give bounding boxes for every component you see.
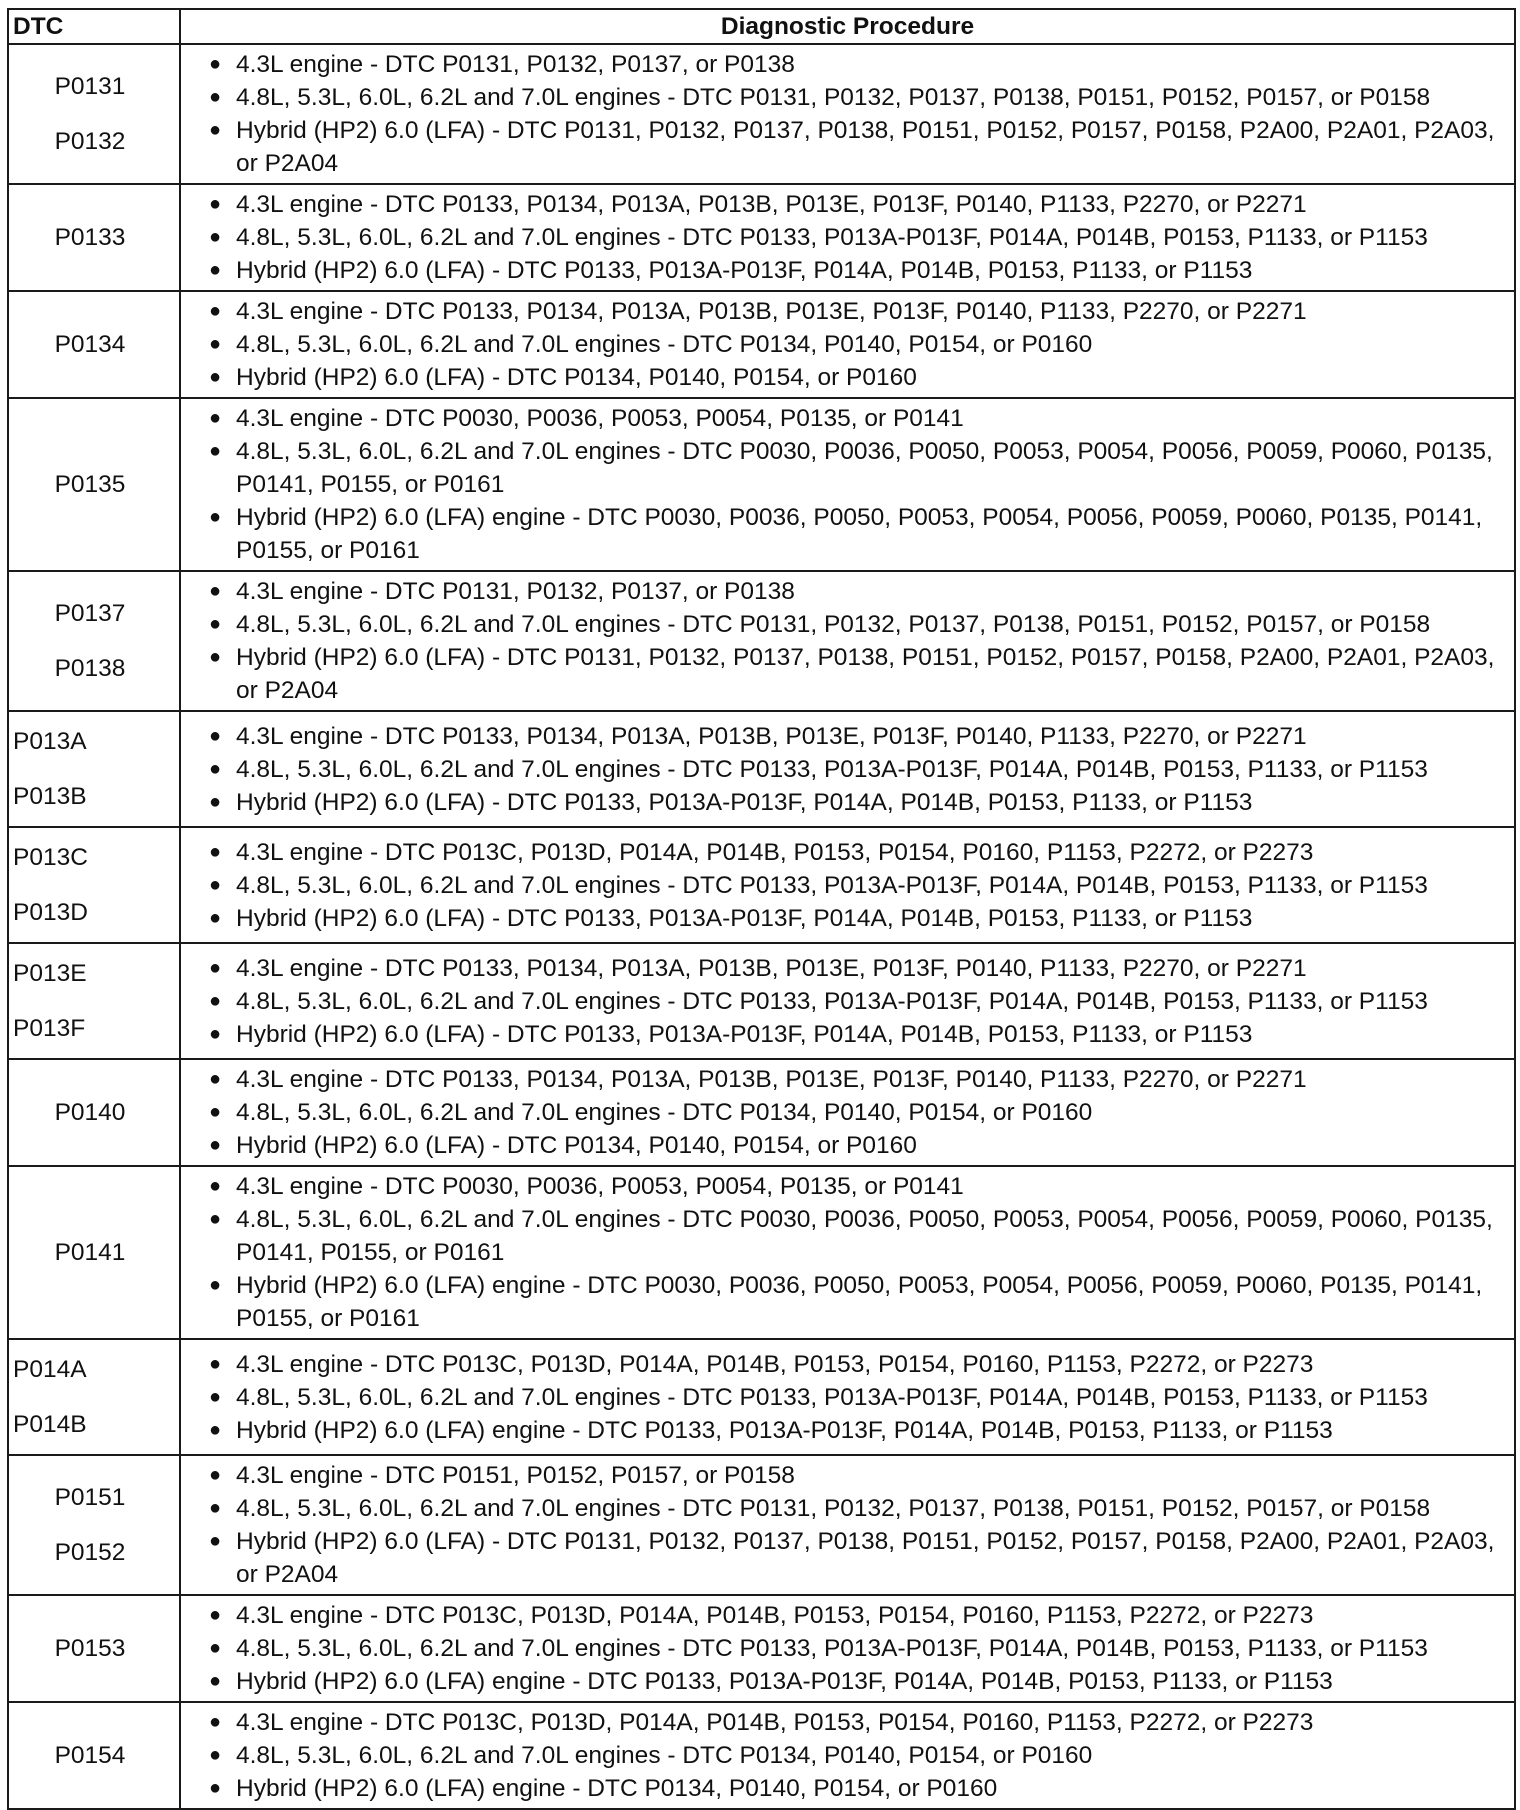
bullet-icon: ● — [208, 1670, 222, 1692]
procedure-text: Hybrid (HP2) 6.0 (LFA) - DTC P0131, P0132, P0137, P0138, P0151, P0152, P0157, P0158, P2A00, P2A01, P2A03, or P2A04 — [236, 1528, 1495, 1588]
dtc-code: P0133 — [54, 224, 126, 251]
dtc-cell — [8, 571, 180, 711]
procedure-text: 4.3L engine - DTC P0133, P0134, P013A, P013B, P013E, P013F, P0140, P1133, P2270, or P2271 — [236, 954, 1307, 982]
table-row — [8, 184, 1515, 291]
dtc-code: P0151 — [54, 1484, 126, 1511]
procedure-text: 4.3L engine - DTC P0133, P0134, P013A, P013B, P013E, P013F, P0140, P1133, P2270, or P2271 — [236, 191, 1307, 218]
procedure-list — [181, 1706, 1506, 1805]
bullet-icon: ● — [208, 506, 222, 528]
bullet-icon: ● — [208, 1274, 222, 1296]
list-item — [181, 48, 1506, 81]
table-row — [8, 1702, 1515, 1809]
dtc-code: P013C — [13, 844, 88, 871]
procedure-text: 4.8L, 5.3L, 6.0L, 6.2L and 7.0L engines - DTC P0133, P013A-P013F, P014A, P014B, P0153, P1133, or P1153 — [236, 987, 1428, 1015]
table-row — [8, 1059, 1515, 1166]
procedure-text: 4.3L engine - DTC P013C, P013D, P014A, P014B, P0153, P0154, P0160, P1153, P2272, or P2273 — [236, 1709, 1314, 1736]
bullet-icon: ● — [208, 1208, 222, 1230]
list-item — [181, 221, 1506, 254]
list-item — [181, 1170, 1506, 1203]
bullet-icon: ● — [208, 86, 222, 108]
dtc-code: P013D — [13, 899, 88, 926]
list-item — [181, 869, 1506, 902]
bullet-icon: ● — [208, 989, 222, 1012]
bullet-icon: ● — [208, 956, 222, 979]
table-row — [8, 827, 1515, 943]
list-item — [181, 902, 1506, 935]
list-item — [181, 402, 1506, 435]
procedure-text: Hybrid (HP2) 6.0 (LFA) - DTC P0134, P0140, P0154, or P0160 — [236, 364, 917, 391]
procedure-text: 4.3L engine - DTC P0151, P0152, P0157, or P0158 — [236, 1462, 795, 1489]
procedure-list — [181, 952, 1506, 1051]
procedure-list — [181, 402, 1506, 567]
bullet-icon: ● — [208, 333, 222, 355]
list-item — [181, 786, 1506, 819]
dtc-cell — [8, 1455, 180, 1595]
list-item — [181, 1096, 1506, 1129]
dtc-code: P0134 — [54, 331, 126, 358]
list-item — [181, 81, 1506, 114]
bullet-icon: ● — [208, 193, 222, 215]
table-row — [8, 571, 1515, 711]
bullet-icon: ● — [208, 1464, 222, 1486]
list-item — [181, 1772, 1506, 1805]
dtc-cell — [8, 1702, 180, 1809]
procedure-cell — [180, 943, 1515, 1059]
procedure-list — [181, 48, 1506, 180]
list-item — [181, 501, 1506, 567]
list-item — [181, 575, 1506, 608]
procedure-text: 4.8L, 5.3L, 6.0L, 6.2L and 7.0L engines - DTC P0133, P013A-P013F, P014A, P014B, P0153, P1133, or P1153 — [236, 755, 1428, 783]
header-dtc: DTC — [8, 9, 180, 44]
list-item — [181, 1063, 1506, 1096]
procedure-list — [181, 1170, 1506, 1335]
procedure-text: 4.3L engine - DTC P0133, P0134, P013A, P013B, P013E, P013F, P0140, P1133, P2270, or P2271 — [236, 1066, 1307, 1093]
bullet-icon: ● — [208, 906, 222, 929]
dtc-cell — [8, 291, 180, 398]
bullet-icon: ● — [208, 259, 222, 281]
procedure-text: 4.8L, 5.3L, 6.0L, 6.2L and 7.0L engines - DTC P0030, P0036, P0050, P0053, P0054, P0056, P0059, P0060, P0135, P0141, P0155, or P0161 — [236, 438, 1493, 498]
bullet-icon: ● — [208, 1022, 222, 1045]
procedure-cell — [180, 711, 1515, 827]
procedure-list — [181, 720, 1506, 819]
list-item — [181, 1129, 1506, 1162]
bullet-icon: ● — [208, 1134, 222, 1156]
procedure-text: Hybrid (HP2) 6.0 (LFA) - DTC P0133, P013A-P013F, P014A, P014B, P0153, P1133, or P1153 — [236, 257, 1253, 284]
procedure-list — [181, 295, 1506, 394]
bullet-icon: ● — [208, 1352, 222, 1375]
bullet-icon: ● — [208, 1068, 222, 1090]
table-header-row — [8, 9, 1515, 44]
dtc-code: P0137 — [54, 600, 126, 627]
bullet-icon: ● — [208, 613, 222, 635]
table-row — [8, 711, 1515, 827]
procedure-text: Hybrid (HP2) 6.0 (LFA) engine - DTC P0030, P0036, P0050, P0053, P0054, P0056, P0059, P0060, P0135, P0141, P0155, or P0161 — [236, 504, 1483, 564]
table-row — [8, 1166, 1515, 1339]
procedure-text: 4.8L, 5.3L, 6.0L, 6.2L and 7.0L engines - DTC P0131, P0132, P0137, P0138, P0151, P0152, P0157, or P0158 — [236, 1495, 1431, 1522]
bullet-icon: ● — [208, 53, 222, 75]
bullet-icon: ● — [208, 790, 222, 813]
table-body — [8, 44, 1515, 1809]
bullet-icon: ● — [208, 119, 222, 141]
procedure-text: Hybrid (HP2) 6.0 (LFA) engine - DTC P0133, P013A-P013F, P014A, P014B, P0153, P1133, or P1153 — [236, 1668, 1333, 1695]
procedure-cell — [180, 1455, 1515, 1595]
dtc-cell — [8, 1059, 180, 1166]
procedure-text: 4.3L engine - DTC P0131, P0132, P0137, or P0138 — [236, 51, 795, 78]
bullet-icon: ● — [208, 873, 222, 896]
dtc-code: P014B — [13, 1411, 87, 1438]
procedure-text: 4.3L engine - DTC P0133, P0134, P013A, P013B, P013E, P013F, P0140, P1133, P2270, or P2271 — [236, 298, 1307, 325]
list-item — [181, 1706, 1506, 1739]
dtc-code: P0132 — [54, 128, 126, 155]
bullet-icon: ● — [208, 1497, 222, 1519]
table-row — [8, 1595, 1515, 1702]
procedure-text: Hybrid (HP2) 6.0 (LFA) engine - DTC P0133, P013A-P013F, P014A, P014B, P0153, P1133, or P1153 — [236, 1416, 1333, 1444]
list-item — [181, 1492, 1506, 1525]
bullet-icon: ● — [208, 407, 222, 429]
bullet-icon: ● — [208, 1418, 222, 1441]
procedure-cell — [180, 184, 1515, 291]
bullet-icon: ● — [208, 580, 222, 602]
dtc-cell — [8, 1339, 180, 1455]
procedure-text: 4.8L, 5.3L, 6.0L, 6.2L and 7.0L engines - DTC P0134, P0140, P0154, or P0160 — [236, 1099, 1093, 1126]
procedure-text: 4.3L engine - DTC P013C, P013D, P014A, P014B, P0153, P0154, P0160, P1153, P2272, or P2273 — [236, 838, 1314, 866]
dtc-code: P013A — [13, 728, 87, 755]
procedure-text: 4.8L, 5.3L, 6.0L, 6.2L and 7.0L engines - DTC P0131, P0132, P0137, P0138, P0151, P0152, P0157, or P0158 — [236, 84, 1431, 111]
list-item — [181, 952, 1506, 985]
bullet-icon: ● — [208, 440, 222, 462]
procedure-text: Hybrid (HP2) 6.0 (LFA) - DTC P0131, P0132, P0137, P0138, P0151, P0152, P0157, P0158, P2A00, P2A01, P2A03, or P2A04 — [236, 117, 1495, 177]
bullet-icon: ● — [208, 1777, 222, 1799]
list-item — [181, 1269, 1506, 1335]
list-item — [181, 1525, 1506, 1591]
procedure-text: 4.8L, 5.3L, 6.0L, 6.2L and 7.0L engines - DTC P0131, P0132, P0137, P0138, P0151, P0152, P0157, or P0158 — [236, 611, 1431, 638]
list-item — [181, 1381, 1506, 1414]
dtc-code: P0135 — [54, 471, 126, 498]
procedure-text: 4.8L, 5.3L, 6.0L, 6.2L and 7.0L engines - DTC P0133, P013A-P013F, P014A, P014B, P0153, P1133, or P1153 — [236, 1383, 1428, 1411]
dtc-code: P013F — [13, 1015, 86, 1042]
dtc-code: P0152 — [54, 1539, 126, 1566]
table-row — [8, 943, 1515, 1059]
dtc-cell — [8, 184, 180, 291]
list-item — [181, 114, 1506, 180]
procedure-text: 4.3L engine - DTC P013C, P013D, P014A, P014B, P0153, P0154, P0160, P1153, P2272, or P2273 — [236, 1350, 1314, 1378]
header-diagnostic-procedure: Diagnostic Procedure — [180, 9, 1515, 44]
bullet-icon: ● — [208, 1711, 222, 1733]
bullet-icon: ● — [208, 1530, 222, 1552]
procedure-text: 4.8L, 5.3L, 6.0L, 6.2L and 7.0L engines - DTC P0134, P0140, P0154, or P0160 — [236, 1742, 1093, 1769]
procedure-cell — [180, 291, 1515, 398]
dtc-cell — [8, 44, 180, 184]
procedure-text: 4.8L, 5.3L, 6.0L, 6.2L and 7.0L engines - DTC P0133, P013A-P013F, P014A, P014B, P0153, P1133, or P1153 — [236, 1635, 1428, 1662]
procedure-text: 4.3L engine - DTC P0030, P0036, P0053, P0054, P0135, or P0141 — [236, 1173, 964, 1200]
bullet-icon: ● — [208, 300, 222, 322]
dtc-cell — [8, 711, 180, 827]
list-item — [181, 836, 1506, 869]
procedure-text: 4.3L engine - DTC P0131, P0132, P0137, or P0138 — [236, 578, 795, 605]
list-item — [181, 1018, 1506, 1051]
procedure-list — [181, 1063, 1506, 1162]
procedure-text: Hybrid (HP2) 6.0 (LFA) - DTC P0133, P013A-P013F, P014A, P014B, P0153, P1133, or P1153 — [236, 1020, 1253, 1048]
table-row — [8, 291, 1515, 398]
bullet-icon: ● — [208, 1637, 222, 1659]
procedure-text: Hybrid (HP2) 6.0 (LFA) engine - DTC P0030, P0036, P0050, P0053, P0054, P0056, P0059, P0060, P0135, P0141, P0155, or P0161 — [236, 1272, 1483, 1332]
procedure-text: 4.8L, 5.3L, 6.0L, 6.2L and 7.0L engines - DTC P0133, P013A-P013F, P014A, P014B, P0153, P1133, or P1153 — [236, 871, 1428, 899]
procedure-cell — [180, 1595, 1515, 1702]
dtc-cell — [8, 398, 180, 571]
list-item — [181, 1414, 1506, 1447]
list-item — [181, 1599, 1506, 1632]
dtc-code: P014A — [13, 1356, 87, 1383]
procedure-cell — [180, 827, 1515, 943]
procedure-text: 4.8L, 5.3L, 6.0L, 6.2L and 7.0L engines - DTC P0030, P0036, P0050, P0053, P0054, P0056, P0059, P0060, P0135, P0141, P0155, or P0161 — [236, 1206, 1493, 1266]
list-item — [181, 1665, 1506, 1698]
bullet-icon: ● — [208, 646, 222, 668]
bullet-icon: ● — [208, 1175, 222, 1197]
bullet-icon: ● — [208, 1744, 222, 1766]
bullet-icon: ● — [208, 757, 222, 780]
bullet-icon: ● — [208, 366, 222, 388]
dtc-cell — [8, 1166, 180, 1339]
list-item — [181, 753, 1506, 786]
dtc-code: P0154 — [54, 1742, 126, 1769]
list-item — [181, 720, 1506, 753]
table-row — [8, 1339, 1515, 1455]
procedure-cell — [180, 398, 1515, 571]
procedure-cell — [180, 1166, 1515, 1339]
dtc-code: P0141 — [54, 1239, 126, 1266]
bullet-icon: ● — [208, 840, 222, 863]
procedure-list — [181, 1459, 1506, 1591]
list-item — [181, 608, 1506, 641]
list-item — [181, 1203, 1506, 1269]
procedure-list — [181, 575, 1506, 707]
dtc-cell — [8, 1595, 180, 1702]
dtc-code: P0131 — [54, 73, 126, 100]
list-item — [181, 641, 1506, 707]
procedure-text: Hybrid (HP2) 6.0 (LFA) - DTC P0133, P013A-P013F, P014A, P014B, P0153, P1133, or P1153 — [236, 904, 1253, 932]
procedure-text: Hybrid (HP2) 6.0 (LFA) engine - DTC P0134, P0140, P0154, or P0160 — [236, 1775, 998, 1802]
procedure-cell — [180, 44, 1515, 184]
procedure-cell — [180, 571, 1515, 711]
procedure-text: 4.3L engine - DTC P0030, P0036, P0053, P0054, P0135, or P0141 — [236, 405, 964, 432]
dtc-code: P013E — [13, 960, 87, 987]
list-item — [181, 1632, 1506, 1665]
procedure-text: 4.3L engine - DTC P013C, P013D, P014A, P014B, P0153, P0154, P0160, P1153, P2272, or P2273 — [236, 1602, 1314, 1629]
procedure-text: Hybrid (HP2) 6.0 (LFA) - DTC P0134, P0140, P0154, or P0160 — [236, 1132, 917, 1159]
table-row — [8, 398, 1515, 571]
dtc-cell — [8, 943, 180, 1059]
procedure-cell — [180, 1702, 1515, 1809]
list-item — [181, 985, 1506, 1018]
list-item — [181, 1348, 1506, 1381]
dtc-code: P013B — [13, 783, 87, 810]
table-row — [8, 44, 1515, 184]
procedure-text: 4.8L, 5.3L, 6.0L, 6.2L and 7.0L engines - DTC P0133, P013A-P013F, P014A, P014B, P0153, P1133, or P1153 — [236, 224, 1428, 251]
procedure-text: 4.8L, 5.3L, 6.0L, 6.2L and 7.0L engines - DTC P0134, P0140, P0154, or P0160 — [236, 331, 1093, 358]
dtc-code: P0140 — [54, 1099, 126, 1126]
bullet-icon: ● — [208, 724, 222, 747]
bullet-icon: ● — [208, 1604, 222, 1626]
procedure-list — [181, 188, 1506, 287]
list-item — [181, 188, 1506, 221]
procedure-list — [181, 836, 1506, 935]
table-row — [8, 1455, 1515, 1595]
list-item — [181, 1739, 1506, 1772]
procedure-text: 4.3L engine - DTC P0133, P0134, P013A, P013B, P013E, P013F, P0140, P1133, P2270, or P2271 — [236, 722, 1307, 750]
dtc-table — [7, 8, 1516, 1810]
list-item — [181, 328, 1506, 361]
list-item — [181, 361, 1506, 394]
bullet-icon: ● — [208, 1385, 222, 1408]
procedure-list — [181, 1348, 1506, 1447]
list-item — [181, 295, 1506, 328]
list-item — [181, 435, 1506, 501]
procedure-text: Hybrid (HP2) 6.0 (LFA) - DTC P0131, P0132, P0137, P0138, P0151, P0152, P0157, P0158, P2A00, P2A01, P2A03, or P2A04 — [236, 644, 1495, 704]
procedure-cell — [180, 1059, 1515, 1166]
dtc-code: P0153 — [54, 1635, 126, 1662]
dtc-code: P0138 — [54, 655, 126, 682]
bullet-icon: ● — [208, 1101, 222, 1123]
list-item — [181, 254, 1506, 287]
list-item — [181, 1459, 1506, 1492]
procedure-text: Hybrid (HP2) 6.0 (LFA) - DTC P0133, P013A-P013F, P014A, P014B, P0153, P1133, or P1153 — [236, 788, 1253, 816]
bullet-icon: ● — [208, 226, 222, 248]
dtc-cell — [8, 827, 180, 943]
procedure-list — [181, 1599, 1506, 1698]
procedure-cell — [180, 1339, 1515, 1455]
